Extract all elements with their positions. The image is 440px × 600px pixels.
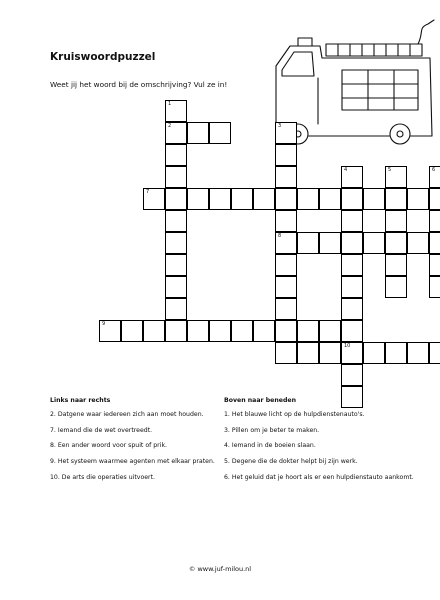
crossword-cell[interactable] xyxy=(385,254,407,276)
crossword-cell[interactable] xyxy=(385,166,407,188)
crossword-cell[interactable] xyxy=(385,276,407,298)
crossword-cell[interactable] xyxy=(429,232,440,254)
clue-across-7: 7. Iemand die de wet overtreedt. xyxy=(50,426,153,434)
crossword-cell[interactable] xyxy=(253,320,275,342)
crossword-cell[interactable] xyxy=(429,254,440,276)
crossword-cell[interactable] xyxy=(165,166,187,188)
crossword-cell[interactable] xyxy=(143,188,165,210)
clue-number: 1 xyxy=(168,101,172,107)
crossword-cell[interactable] xyxy=(341,210,363,232)
copyright-footer: © www.juf-milou.nl xyxy=(188,565,252,573)
crossword-cell[interactable] xyxy=(341,276,363,298)
crossword-cell[interactable] xyxy=(231,188,253,210)
crossword-cell[interactable] xyxy=(407,232,429,254)
clues-across xyxy=(50,397,240,490)
crossword-cell[interactable] xyxy=(319,320,341,342)
crossword-cell[interactable] xyxy=(275,232,297,254)
crossword-cell[interactable] xyxy=(275,122,297,144)
clue-across-9: 9. Het systeem waarmee agenten met elkaar praten. xyxy=(50,458,215,465)
clue-number: 6 xyxy=(432,167,436,173)
clue-down-4: 4. Iemand in de boeien slaan. xyxy=(224,442,316,450)
crossword-cell[interactable] xyxy=(165,210,187,232)
crossword-cell[interactable] xyxy=(121,320,143,342)
crossword-cell[interactable] xyxy=(429,276,440,298)
clue-number: 3 xyxy=(278,123,282,129)
crossword-cell[interactable] xyxy=(165,276,187,298)
clues-down-heading: Boven naar beneden xyxy=(224,397,296,404)
page-title: Kruiswoordpuzzel xyxy=(50,51,156,63)
crossword-cell[interactable] xyxy=(275,276,297,298)
clues-across-heading: Links naar rechts xyxy=(50,397,111,404)
crossword-cell[interactable] xyxy=(341,298,363,320)
crossword-cell[interactable] xyxy=(341,342,363,364)
clue-down-1: 1. Het blauwe licht op de hulpdienstenauto's. xyxy=(224,410,365,418)
crossword-cell[interactable] xyxy=(231,320,253,342)
crossword-cell[interactable] xyxy=(385,210,407,232)
crossword-cell[interactable] xyxy=(429,188,440,210)
crossword-cell[interactable] xyxy=(297,232,319,254)
crossword-cell[interactable] xyxy=(275,210,297,232)
clue-across-8: 8. Een ander woord voor spuit of prik. xyxy=(50,442,167,450)
crossword-cell[interactable] xyxy=(275,320,297,342)
crossword-cell[interactable] xyxy=(165,144,187,166)
crossword-cell[interactable] xyxy=(165,298,187,320)
crossword-cell[interactable] xyxy=(275,188,297,210)
clue-across-10: 10. De arts die operaties uitvoert. xyxy=(50,473,155,481)
crossword-cell[interactable] xyxy=(165,232,187,254)
clue-number: 9 xyxy=(102,321,106,327)
crossword-cell[interactable] xyxy=(143,320,165,342)
crossword-cell[interactable] xyxy=(363,342,385,364)
crossword-cell[interactable] xyxy=(363,232,385,254)
crossword-cell[interactable] xyxy=(341,364,363,386)
crossword-cell[interactable] xyxy=(385,232,407,254)
clue-number: 8 xyxy=(278,233,282,239)
crossword-cell[interactable] xyxy=(319,232,341,254)
crossword-cell[interactable] xyxy=(341,188,363,210)
crossword-cell[interactable] xyxy=(319,342,341,364)
crossword-cell[interactable] xyxy=(385,342,407,364)
crossword-cell[interactable] xyxy=(253,188,275,210)
crossword-cell[interactable] xyxy=(275,342,297,364)
crossword-cell[interactable] xyxy=(341,254,363,276)
clues-down xyxy=(224,397,424,490)
crossword-cell[interactable] xyxy=(341,320,363,342)
clue-down-3: 3. Pillen om je beter te maken. xyxy=(224,426,320,434)
crossword-cell[interactable] xyxy=(319,188,341,210)
crossword-cell[interactable] xyxy=(275,144,297,166)
crossword-cell[interactable] xyxy=(187,122,209,144)
clue-down-6: 6. Het geluid dat je hoort als er een hulpdienstauto aankomt. xyxy=(224,473,414,481)
crossword-cell[interactable] xyxy=(275,298,297,320)
crossword-cell[interactable] xyxy=(275,254,297,276)
clue-number: 10 xyxy=(344,343,351,349)
crossword-cell[interactable] xyxy=(341,166,363,188)
crossword-cell[interactable] xyxy=(99,320,121,342)
crossword-cell[interactable] xyxy=(407,342,429,364)
crossword-cell[interactable] xyxy=(209,122,231,144)
crossword-cell[interactable] xyxy=(165,100,187,122)
crossword-cell[interactable] xyxy=(429,342,440,364)
instructions-text: Weet jij het woord bij de omschrijving? Vul ze in! xyxy=(50,80,228,89)
crossword-cell[interactable] xyxy=(429,210,440,232)
crossword-cell[interactable] xyxy=(187,320,209,342)
crossword-cell[interactable] xyxy=(209,320,231,342)
clue-number: 2 xyxy=(168,123,172,129)
crossword-cell[interactable] xyxy=(407,188,429,210)
crossword-cell[interactable] xyxy=(363,188,385,210)
crossword-cell[interactable] xyxy=(341,232,363,254)
crossword-cell[interactable] xyxy=(385,188,407,210)
clue-number: 7 xyxy=(146,189,150,195)
crossword-cell[interactable] xyxy=(165,122,187,144)
crossword-cell[interactable] xyxy=(209,188,231,210)
crossword-cell[interactable] xyxy=(297,320,319,342)
clue-across-2: 2. Datgene waar iedereen zich aan moet houden. xyxy=(50,410,204,418)
crossword-cell[interactable] xyxy=(187,188,209,210)
crossword-cell[interactable] xyxy=(429,166,440,188)
clue-number: 4 xyxy=(344,167,348,173)
crossword-cell[interactable] xyxy=(275,166,297,188)
crossword-cell[interactable] xyxy=(297,342,319,364)
clue-down-5: 5. Degene die de dokter helpt bij zijn werk. xyxy=(224,458,358,465)
crossword-cell[interactable] xyxy=(297,188,319,210)
crossword-cell[interactable] xyxy=(165,320,187,342)
crossword-cell[interactable] xyxy=(165,254,187,276)
clue-number: 5 xyxy=(388,167,392,173)
crossword-cell[interactable] xyxy=(165,188,187,210)
